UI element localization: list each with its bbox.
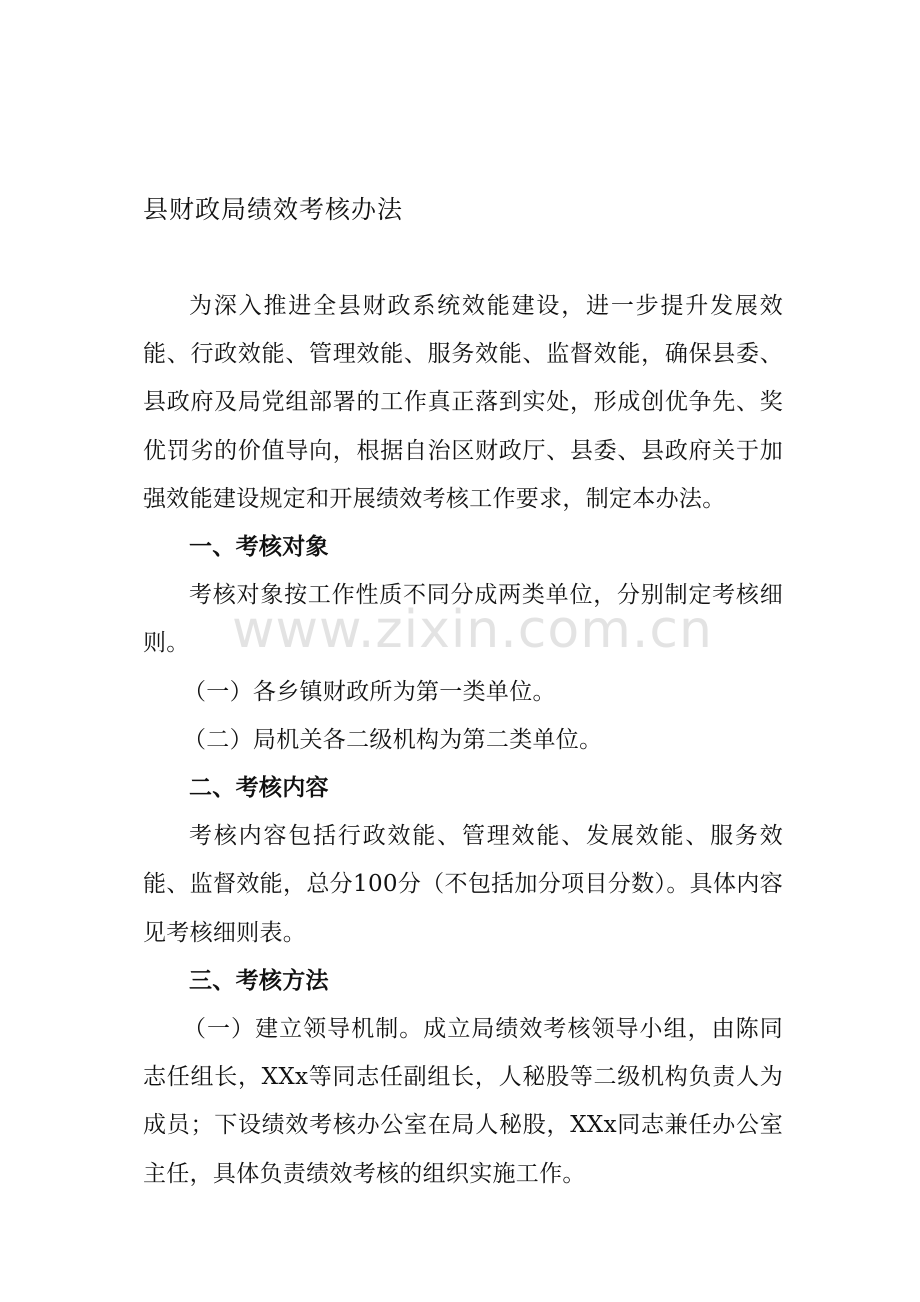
section-heading-content: 二、考核内容 — [189, 775, 329, 802]
content-paragraph: 考核内容包括行政效能、管理效能、发展效能、服务效能、监督效能，总分100分（不包括加分项目分数）。具体内容见考核细则表。 — [143, 823, 783, 946]
objects-paragraph: 考核对象按工作性质不同分成两类单位，分别制定考核细则。 — [143, 582, 783, 657]
intro-paragraph: 为深入推进全县财政系统效能建设，进一步提升发展效能、行政效能、管理效能、服务效能、监督效能，确保县委、县政府及局党组部署的工作真正落到实处，形成创优争先、奖优罚劣的价值导向，根据自治区财政厅、县委、县政府关于加强效能建设规定和开展绩效考核工作要求，制定本办法。 — [143, 293, 783, 512]
method-item-1: （一）建立领导机制。成立局绩效考核领导小组，由陈同志任组长，XXx等同志任副组长，人秘股等二级机构负责人为成员；下设绩效考核办公室在局人秘股，XXx同志兼任办公室主任，具体负责绩效考核的组织实施工作。 — [143, 1016, 783, 1187]
document-title: 县财政局绩效考核办法 — [143, 195, 404, 224]
objects-item-1: （一）各乡镇财政所为第一类单位。 — [183, 678, 556, 705]
watermark: www.zixin.com.cn — [232, 600, 713, 660]
section-heading-objects: 一、考核对象 — [189, 534, 329, 561]
section-heading-method: 三、考核方法 — [189, 967, 329, 994]
document-body — [143, 282, 783, 1198]
objects-item-2: （二）局机关各二级机构为第二类单位。 — [183, 726, 603, 753]
